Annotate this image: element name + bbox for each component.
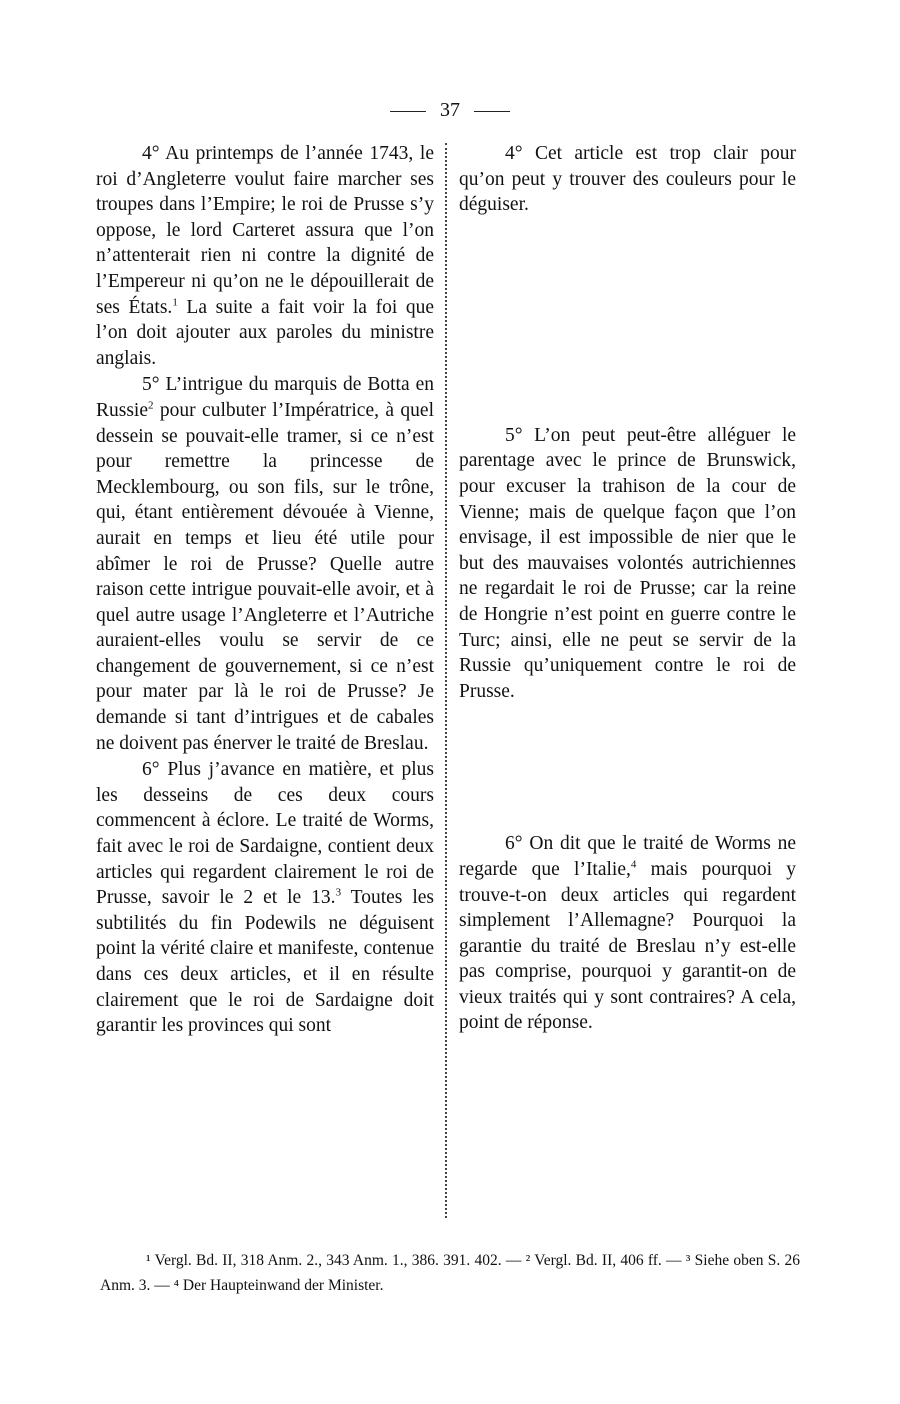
paragraph-number: 5° xyxy=(142,374,160,396)
footnote-ref: 3 xyxy=(335,886,342,899)
right-column xyxy=(459,141,796,1036)
header-dash-left xyxy=(390,111,426,112)
paragraph-text: Au printemps de l’année 1743, le roi d’Angleterre voulut faire marcher ses troupes dans l’Empire; le roi de Prusse s’y oppose, le lord Carteret assura que l’on n’attenterait rien ni contre la dignité de l’Empereur ni qu’on ne le dépouillerait de ses États. xyxy=(96,143,434,318)
paragraph-number: 4° xyxy=(142,143,160,164)
header-dash-right xyxy=(474,111,510,112)
paragraph-text: L’intrigue du marquis de Botta en Russie xyxy=(96,374,434,421)
paragraph-text: Cet article est trop clair pour qu’on peut y trouver des couleurs pour le déguiser. xyxy=(459,143,797,216)
column-gap xyxy=(459,218,796,423)
paragraph-text-cont: Toutes les subtilités du fin Podewils ne déguisent point la vérité claire et manifeste, contenue dans ces deux articles, et il en résulte clairement que le roi de Sardaigne doit garantir les provinces qui sont xyxy=(96,887,435,1037)
paragraph-text: On dit que le traité de Worms ne regarde que l’Italie, xyxy=(459,833,796,880)
page-header xyxy=(0,96,900,124)
right-paragraph-6 xyxy=(459,831,796,1036)
footnote-ref: 1 xyxy=(172,296,178,309)
column-divider xyxy=(445,143,447,1218)
page-number: 37 xyxy=(440,99,460,121)
paragraph-text: L’on peut peut-être alléguer le parentage avec le prince de Brunswick, pour excuser la trahison de la cour de Vienne; mais de quelque façon que l’on envisage, il est impossible de nier que le but des mauvaises volontés autrichiennes ne regardait le roi de Prusse; car la reine de Hongrie n’est point en guerre contre le Turc; ainsi, elle ne peut se servir de la Russie qu’uniquement contre le roi de Prusse. xyxy=(459,424,797,702)
paragraph-text-cont: pour culbuter l’Impératrice, à quel dessein se pouvait-elle tramer, si ce n’est pour remettre la princesse de Mecklembourg, ou son fils, sur le trône, qui, étant entièrement dévouée à Vienne, aurait en temps et lieu été utile pour abîmer le roi de Prusse? Quelle autre raison cette intrigue pouvait-elle avoir, et à quel autre usage l’Angleterre et l’Autriche auraient-elles voulu se servir de ce changement de gouvernement, si ce n’est pour mater par là le roi de Prusse? Je demande si tant d’intrigues et de cabales ne doivent pas énerver le traité de Breslau. xyxy=(96,399,434,754)
footnote-ref: 4 xyxy=(630,858,637,871)
footnotes xyxy=(100,1248,800,1298)
right-paragraph-4 xyxy=(459,141,796,218)
left-column xyxy=(96,141,434,1039)
paragraph-number: 5° xyxy=(505,424,523,446)
footnote-text: ¹ Vergl. Bd. II, 318 Anm. 2., 343 Anm. 1., 386. 391. 402. — ² Vergl. Bd. II, 406 ff. — ³ Siehe oben S. 26 Anm. 3. — ⁴ Der Haupteinwand der Minister. xyxy=(100,1252,800,1294)
paragraph-number: 6° xyxy=(505,833,523,855)
column-gap xyxy=(459,704,796,831)
left-paragraph-5 xyxy=(96,372,434,756)
paragraph-number: 4° xyxy=(505,143,523,164)
paragraph-text-cont: La suite a fait voir la foi que l’on doit ajouter aux paroles du ministre anglais. xyxy=(96,296,434,369)
paragraph-number: 6° xyxy=(142,759,160,781)
left-paragraph-4 xyxy=(96,141,434,371)
left-paragraph-6 xyxy=(96,757,434,1039)
paragraph-text: Plus j’avance en matière, et plus les desseins de ces deux cours commencent à éclore. Le traité de Worms, fait avec le roi de Sardaigne, contient deux articles qui regardent clairement le roi de Prusse, savoir le 2 et le 13. xyxy=(96,759,434,909)
footnote-ref: 2 xyxy=(148,399,154,412)
paragraph-text-cont: mais pourquoi y trouve-t-on deux articles qui regardent simplement l’Allemagne? Pourquoi la garantie du traité de Breslau n’y est-elle pas comprise, pourquoi y garantit-on de vieux traités qui y sont contraires? A cela, point de réponse. xyxy=(459,858,796,1034)
right-paragraph-5 xyxy=(459,423,796,705)
